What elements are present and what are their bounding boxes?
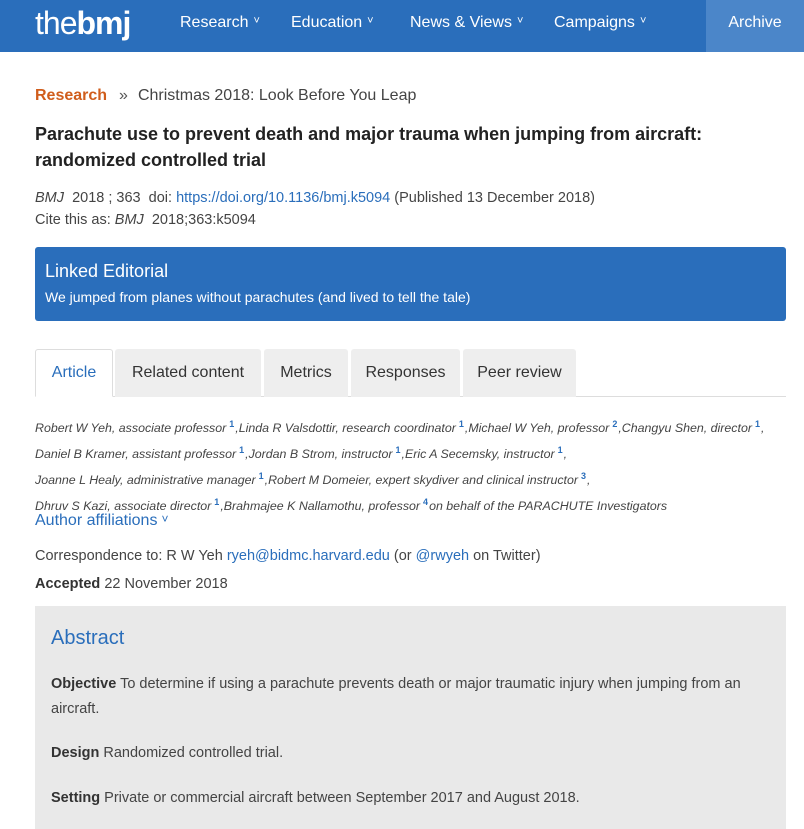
correspondence: [35, 546, 541, 566]
cite-as-journal: BMJ: [114, 212, 144, 228]
linked-editorial-heading: Linked Editorial: [45, 261, 169, 281]
doi-link[interactable]: https://doi.org/10.1136/bmj.k5094: [176, 190, 391, 206]
affiliation-ref[interactable]: 1: [258, 471, 264, 482]
author-name: Michael W Yeh, professor: [468, 421, 610, 436]
tab-peer-review[interactable]: Peer review: [463, 349, 576, 397]
year-volume: 2018 ; 363: [72, 190, 141, 206]
accepted-value: 22 November 2018: [104, 576, 228, 592]
author-name: Dhruv S Kazi, associate director: [35, 499, 212, 514]
top-navbar: [0, 0, 804, 52]
chevron-down-icon: ˅: [253, 15, 260, 27]
accepted-label: Accepted: [35, 576, 101, 592]
nav-campaigns-label: Campaigns: [554, 14, 635, 31]
logo-bmj: bmj: [76, 5, 131, 41]
authors-suffix: on behalf of the PARACHUTE Investigators: [429, 499, 668, 514]
abstract-section: [35, 606, 786, 829]
tab-metrics[interactable]: Metrics: [264, 349, 348, 397]
affiliation-ref[interactable]: 1: [239, 445, 245, 456]
author-name: Eric A Secemsky, instructor: [404, 447, 555, 462]
author-name: Robert W Yeh, associate professor: [35, 421, 227, 436]
email-link[interactable]: ryeh@bidmc.harvard.edu: [226, 548, 390, 564]
breadcrumb-separator: »: [119, 87, 128, 104]
chevron-down-icon: ˅: [516, 15, 524, 27]
affiliation-ref[interactable]: 1: [754, 419, 760, 429]
citation-block: [35, 187, 595, 231]
affiliation-ref[interactable]: 2: [612, 419, 618, 429]
author-line: Daniel B Kramer, assistant professor $^1$,Jordan B Strom, instructor $^1$,Eric A Secemsky, instructor $^1$,: [35, 445, 568, 462]
abstract-section-label: Objective: [51, 676, 117, 692]
correspondence-label: Correspondence to: R W Yeh: [35, 548, 223, 564]
nav-research[interactable]: [180, 0, 260, 52]
twitter-link[interactable]: @rwyeh: [415, 548, 470, 564]
cite-as-line: [35, 209, 595, 231]
accepted-date: [35, 574, 228, 594]
chevron-down-icon: ˅: [161, 512, 169, 526]
doi-label: doi:: [148, 190, 173, 206]
nav-archive[interactable]: Archive: [706, 0, 804, 52]
correspondence-open: (or: [393, 548, 412, 564]
bmj-logo[interactable]: [35, 4, 130, 42]
abstract-setting: [51, 786, 766, 811]
chevron-down-icon: ˅: [639, 15, 647, 27]
affiliation-ref[interactable]: 1: [395, 445, 401, 456]
article-tabs: [35, 349, 786, 397]
linked-editorial-box[interactable]: [35, 247, 786, 321]
nav-news-views-label: News & Views: [410, 14, 512, 31]
abstract-heading: Abstract: [51, 627, 125, 649]
breadcrumb-research-link[interactable]: Research: [35, 87, 108, 104]
nav-campaigns[interactable]: [554, 0, 646, 52]
author-line: Joanne L Healy, administrative manager $^1$,Robert M Domeier, expert skydiver and clinical instructor $^3$,: [35, 471, 591, 488]
nav-news-views[interactable]: [410, 0, 523, 52]
author-name: Daniel B Kramer, assistant professor: [35, 447, 237, 462]
affiliation-ref[interactable]: 3: [581, 471, 587, 482]
author-name: Robert M Domeier, expert skydiver and clinical instructor: [268, 473, 578, 488]
abstract-design: [51, 741, 766, 766]
article-title: Parachute use to prevent death and major trauma when jumping from aircraft: randomized controlled trial: [35, 124, 703, 170]
tab-responses[interactable]: Responses: [351, 349, 460, 397]
author-line: Robert W Yeh, associate professor $^1$,Linda R Valsdottir, research coordinator $^1$,Michael W Yeh, professor $^2$,Changyu Shen, director $^1$,: [35, 419, 765, 436]
affiliation-ref[interactable]: 4: [423, 497, 429, 508]
journal-name: BMJ: [35, 190, 64, 206]
author-name: Changyu Shen, director: [621, 421, 752, 436]
breadcrumb-current[interactable]: Christmas 2018: Look Before You Leap: [137, 87, 417, 104]
abstract-section-text: To determine if using a parachute prevents death or major traumatic injury when jumping from an aircraft.: [51, 676, 741, 717]
correspondence-close: on Twitter): [473, 548, 541, 564]
tab-article[interactable]: Article: [35, 349, 113, 397]
nav-education[interactable]: [291, 0, 374, 52]
author-affiliations-toggle[interactable]: [35, 511, 168, 531]
abstract-section-label: Design: [51, 745, 100, 761]
affiliation-ref[interactable]: 1: [214, 497, 220, 508]
affiliation-ref[interactable]: 1: [557, 445, 563, 456]
cite-as-label: Cite this as:: [35, 212, 111, 228]
author-name: Linda R Valsdottir, research coordinator: [238, 421, 456, 436]
author-affiliations-label: Author affiliations: [35, 512, 158, 529]
author-line: Dhruv S Kazi, associate director $^1$,Brahmajee K Nallamothu, professor $^4$on behalf of the PARACHUTE Investigators: [35, 497, 668, 514]
breadcrumb: [35, 86, 416, 106]
nav-research-label: Research: [180, 14, 249, 31]
nav-education-label: Education: [291, 14, 363, 31]
linked-editorial-link[interactable]: We jumped from planes without parachutes (and lived to tell the tale): [45, 289, 471, 305]
author-name: Joanne L Healy, administrative manager: [35, 473, 256, 488]
cite-as-value: 2018;363:k5094: [151, 212, 256, 228]
abstract-section-label: Setting: [51, 790, 101, 806]
abstract-objective: [51, 672, 766, 722]
affiliation-ref[interactable]: 1: [458, 419, 464, 429]
abstract-section-text: Randomized controlled trial.: [103, 745, 284, 761]
published-date: (Published 13 December 2018): [394, 190, 595, 206]
chevron-down-icon: ˅: [367, 15, 374, 27]
tab-related-content[interactable]: Related content: [115, 349, 261, 397]
affiliation-ref[interactable]: 1: [229, 419, 235, 429]
logo-the: the: [35, 5, 77, 41]
author-name: Brahmajee K Nallamothu, professor: [223, 499, 421, 514]
author-list: [35, 413, 785, 518]
author-name: Jordan B Strom, instructor: [248, 447, 393, 462]
abstract-section-text: Private or commercial aircraft between September 2017 and August 2018.: [104, 790, 580, 806]
citation-line: [35, 187, 595, 209]
